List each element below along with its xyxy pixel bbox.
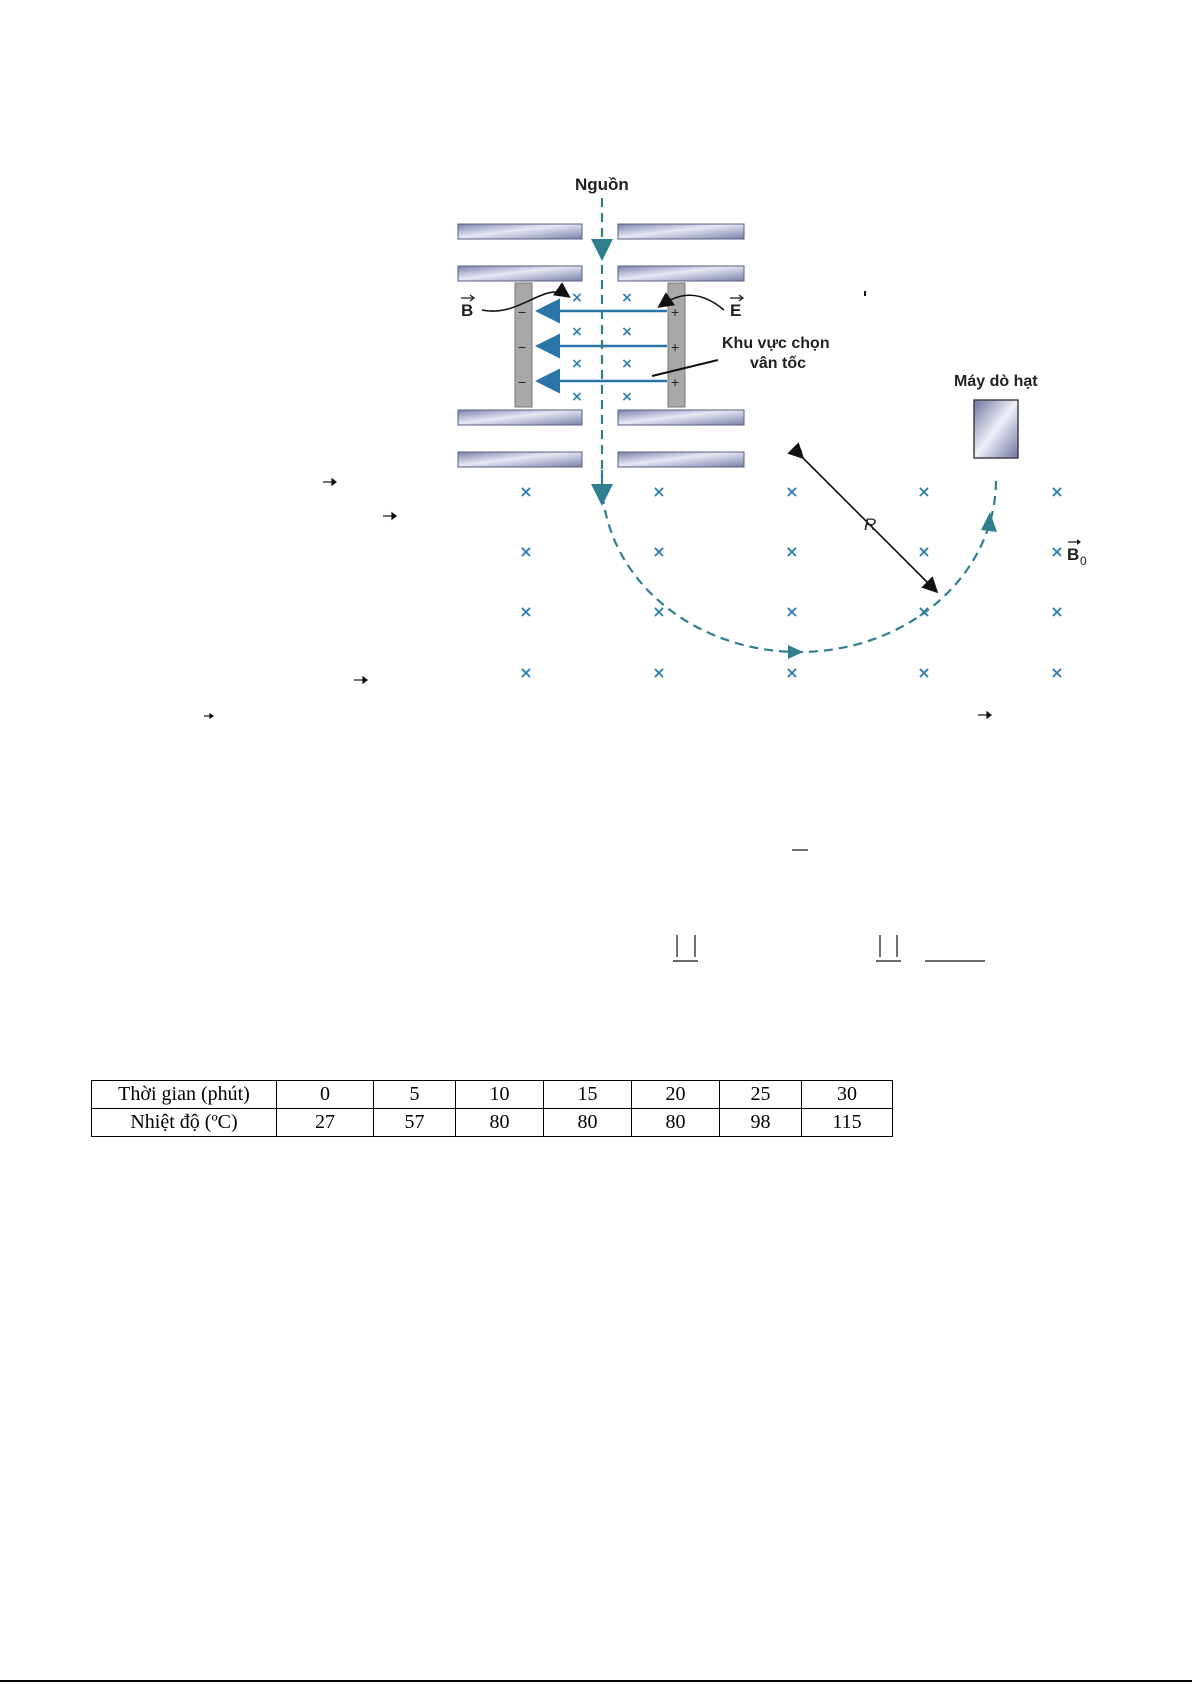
table-cell: 80 xyxy=(456,1109,544,1137)
row-header-time: Thời gian (phút) xyxy=(92,1081,277,1109)
stray-mark xyxy=(864,291,866,296)
velocity-selector-label-line1: Khu vực chọn xyxy=(722,335,830,352)
b-field-label: B xyxy=(461,301,474,320)
path-arrowhead xyxy=(788,645,803,659)
detector-label: Máy dò hạt xyxy=(954,373,1038,390)
minus-sign: − xyxy=(518,339,527,355)
source-label: Nguồn xyxy=(575,175,629,194)
residual-marks xyxy=(204,479,991,961)
plus-sign: + xyxy=(671,304,680,320)
path-arrowhead xyxy=(981,512,997,532)
table-cell: 80 xyxy=(632,1109,720,1137)
field-cross-icon: × xyxy=(652,482,666,501)
table-cell: 15 xyxy=(544,1081,632,1109)
field-cross-icon: × xyxy=(519,542,533,561)
field-cross-icon: × xyxy=(519,482,533,501)
minus-sign: − xyxy=(518,304,527,320)
table-cell: 25 xyxy=(720,1081,802,1109)
table-cell: 0 xyxy=(277,1081,374,1109)
field-cross-icon: × xyxy=(519,663,533,682)
table-cell: 115 xyxy=(802,1109,893,1137)
page-bottom-rule xyxy=(0,1680,1192,1682)
b0-label: B xyxy=(1067,545,1080,564)
plate xyxy=(458,266,582,281)
field-cross-icon: × xyxy=(1050,482,1064,501)
field-cross-icon: × xyxy=(621,389,633,405)
table-cell: 98 xyxy=(720,1109,802,1137)
field-cross-icon: × xyxy=(621,290,633,306)
table-cell: 10 xyxy=(456,1081,544,1109)
field-cross-icon: × xyxy=(785,542,799,561)
field-cross-icon: × xyxy=(571,324,583,340)
minus-sign: − xyxy=(518,374,527,390)
table-cell: 5 xyxy=(374,1081,456,1109)
plate xyxy=(618,224,744,239)
plate xyxy=(458,452,582,467)
time-temperature-table xyxy=(91,1080,893,1137)
row-header-temperature: Nhiệt độ (ºC) xyxy=(92,1109,277,1137)
field-cross-icon: × xyxy=(785,482,799,501)
field-cross-icon: × xyxy=(652,602,666,621)
table-row xyxy=(92,1109,893,1137)
electric-field-arrows xyxy=(540,311,667,381)
field-cross-icon: × xyxy=(785,663,799,682)
field-cross-icon: × xyxy=(571,290,583,306)
field-cross-icon: × xyxy=(785,602,799,621)
center-point xyxy=(794,448,802,456)
table-cell: 57 xyxy=(374,1109,456,1137)
field-cross-icon: × xyxy=(652,542,666,561)
field-cross-icon: × xyxy=(571,356,583,372)
plate xyxy=(618,452,744,467)
plate xyxy=(458,410,582,425)
detector-icon xyxy=(974,400,1018,458)
table-row xyxy=(92,1081,893,1109)
b0-label-group xyxy=(1067,539,1087,568)
field-cross-icon: × xyxy=(917,482,931,501)
table-cell: 20 xyxy=(632,1081,720,1109)
velocity-selector-label-line2: vân tốc xyxy=(750,355,807,372)
plate xyxy=(458,224,582,239)
field-cross-icon: × xyxy=(1050,602,1064,621)
plus-sign: + xyxy=(671,374,680,390)
table-cell: 80 xyxy=(544,1109,632,1137)
field-cross-icon: × xyxy=(571,389,583,405)
field-cross-icon: × xyxy=(621,324,633,340)
field-cross-icon: × xyxy=(917,602,931,621)
table-cell: 30 xyxy=(802,1081,893,1109)
field-cross-icon: × xyxy=(652,663,666,682)
field-cross-icon: × xyxy=(519,602,533,621)
e-field-label: E xyxy=(730,301,742,320)
table-cell: 27 xyxy=(277,1109,374,1137)
field-cross-icon: × xyxy=(621,356,633,372)
plate xyxy=(618,266,744,281)
field-cross-icon: × xyxy=(1050,663,1064,682)
plus-sign: + xyxy=(671,339,680,355)
radius-label: R xyxy=(864,515,877,534)
field-cross-icon: × xyxy=(917,542,931,561)
plate xyxy=(618,410,744,425)
b0-subscript: 0 xyxy=(1080,554,1087,568)
field-cross-icon: × xyxy=(1050,542,1064,561)
field-cross-icon: × xyxy=(917,663,931,682)
